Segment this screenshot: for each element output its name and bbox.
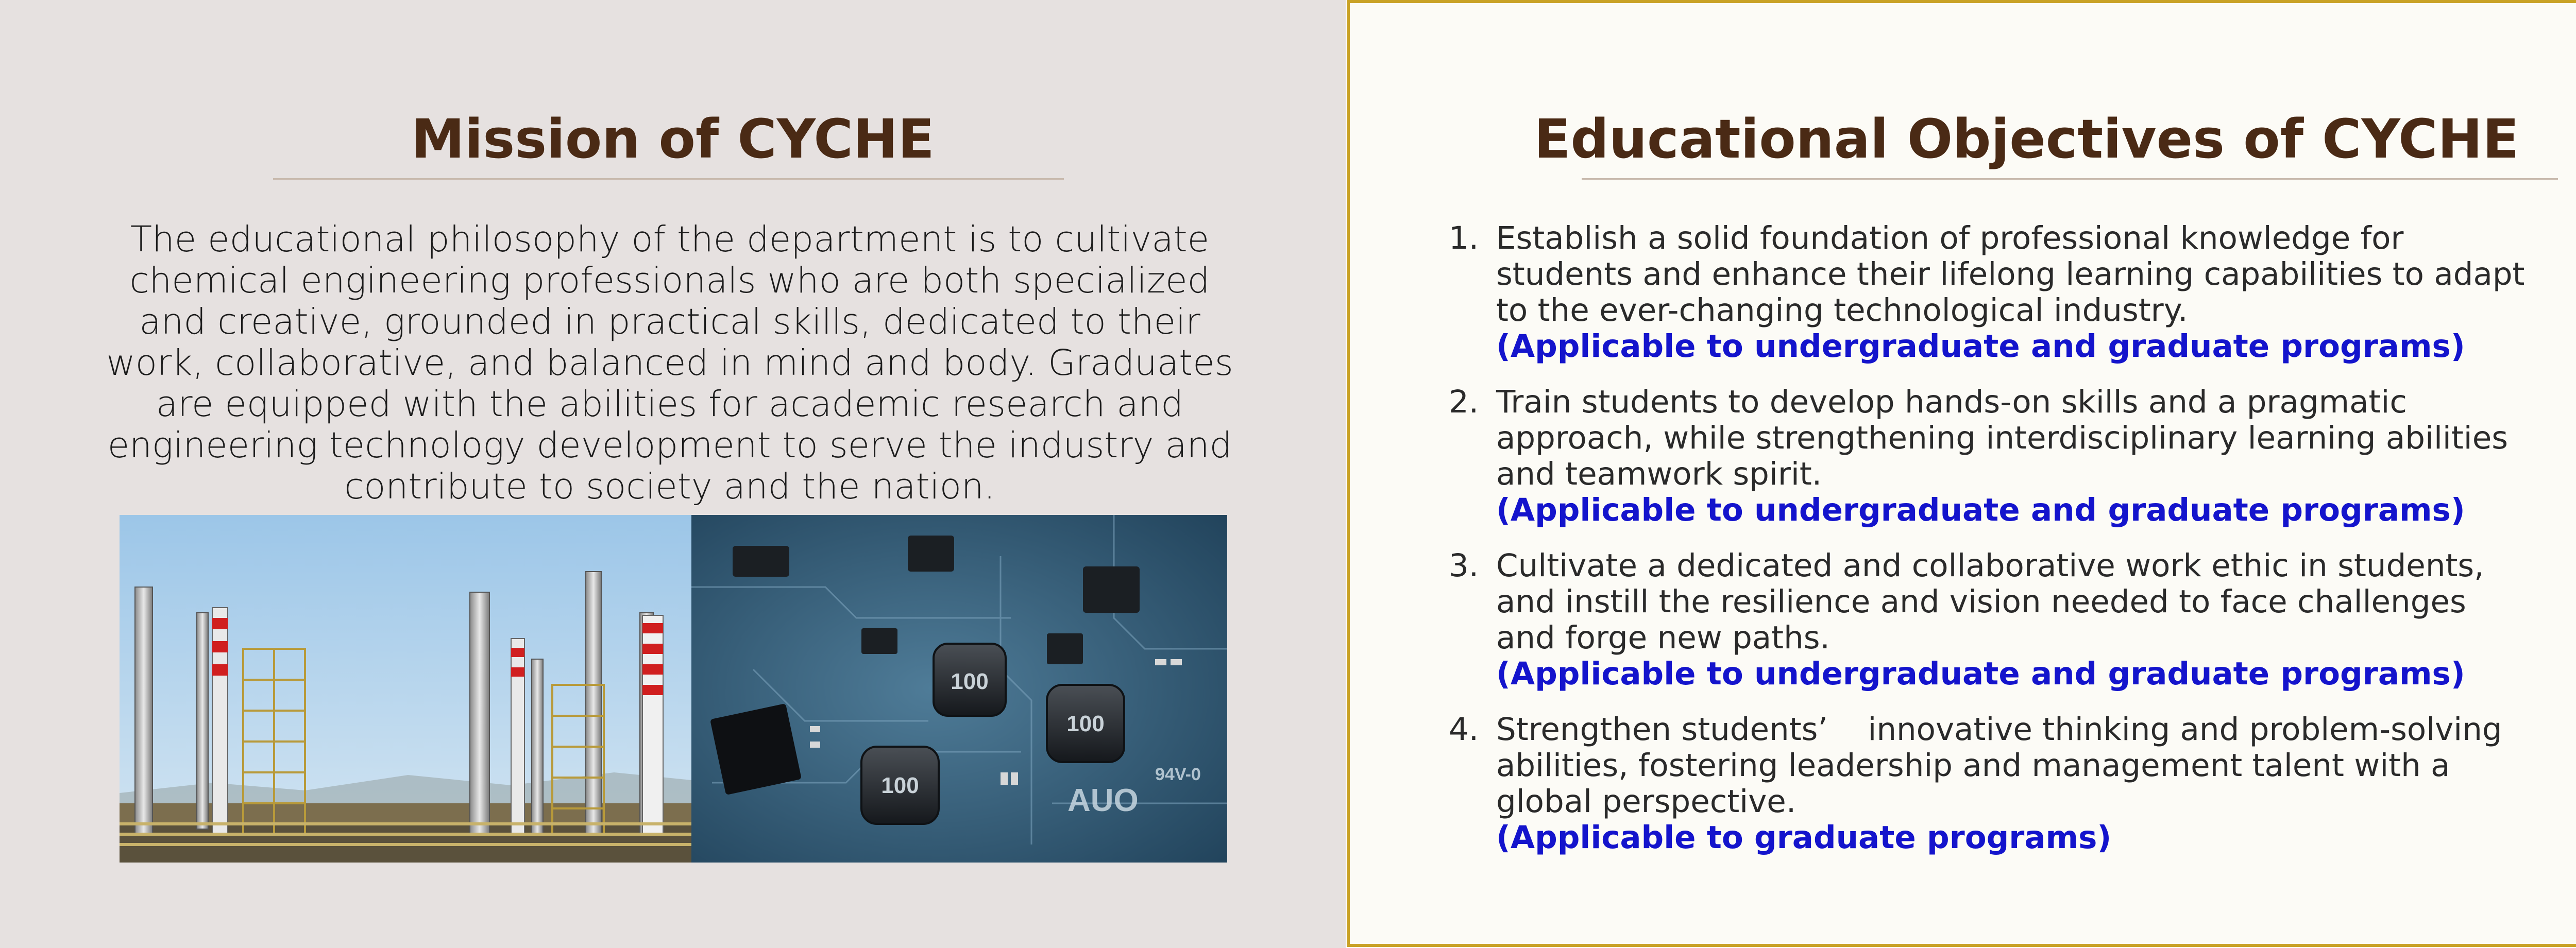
objective-item (1449, 548, 2531, 692)
objective-text: Train students to develop hands-on skills and a pragmatic approach, while strengthening interdisciplinary learning abilities and teamwork spirit. (1496, 384, 2509, 492)
refinery-illustration (120, 515, 691, 863)
objective-number: 3. (1449, 547, 1479, 584)
objective-program-note: (Applicable to undergraduate and graduate programs) (1496, 328, 2465, 365)
board-brand-text: AUO (1067, 783, 1139, 818)
objective-item (1449, 220, 2531, 365)
objective-program-note: (Applicable to graduate programs) (1496, 819, 2112, 856)
objective-number: 4. (1449, 711, 1479, 748)
objective-text: Strengthen students’ innovative thinking and problem-solving abilities, fostering leadership and management talent with a global perspective. (1496, 711, 2502, 820)
objective-number: 2. (1449, 384, 1479, 420)
mission-photo-collage (120, 515, 1227, 863)
objective-program-note: (Applicable to undergraduate and graduate programs) (1496, 656, 2465, 692)
objective-text: Cultivate a dedicated and collaborative work ethic in students, and instill the resilience and vision needed to face challenges and forge new paths. (1496, 547, 2484, 656)
objective-item (1449, 384, 2531, 528)
refinery-towers-image (120, 515, 691, 863)
objectives-title: Educational Objectives of CYCHE (1534, 108, 2519, 170)
chip-label-2: 100 (1066, 711, 1105, 736)
mission-title: Mission of CYCHE (411, 108, 935, 170)
objective-number: 1. (1449, 220, 1479, 256)
board-code-text: 94V-0 (1155, 765, 1201, 784)
mission-paragraph: The educational philosophy of the department is to cultivate chemical engineering professionals who are both specialized and creative, grounded in practical skills, dedicated to their work, collaborative, and balanced in mind and body. Graduates are equipped with the abilities for academic research and engineering technology development to serve the industry and contribute to society and the nation. (106, 219, 1233, 507)
chip-label-1: 100 (951, 669, 989, 694)
circuit-board-image (691, 515, 1227, 863)
objective-item (1449, 712, 2531, 856)
mission-title-divider (273, 178, 1064, 180)
circuit-board-illustration (691, 515, 1227, 863)
chip-label-3: 100 (881, 773, 919, 798)
objectives-title-divider (1582, 178, 2558, 180)
objective-program-note: (Applicable to undergraduate and graduate programs) (1496, 492, 2465, 528)
objective-text: Establish a solid foundation of professional knowledge for students and enhance their lifelong learning capabilities to adapt to the ever-changing technological industry. (1496, 220, 2525, 329)
objectives-list (1449, 220, 2531, 875)
